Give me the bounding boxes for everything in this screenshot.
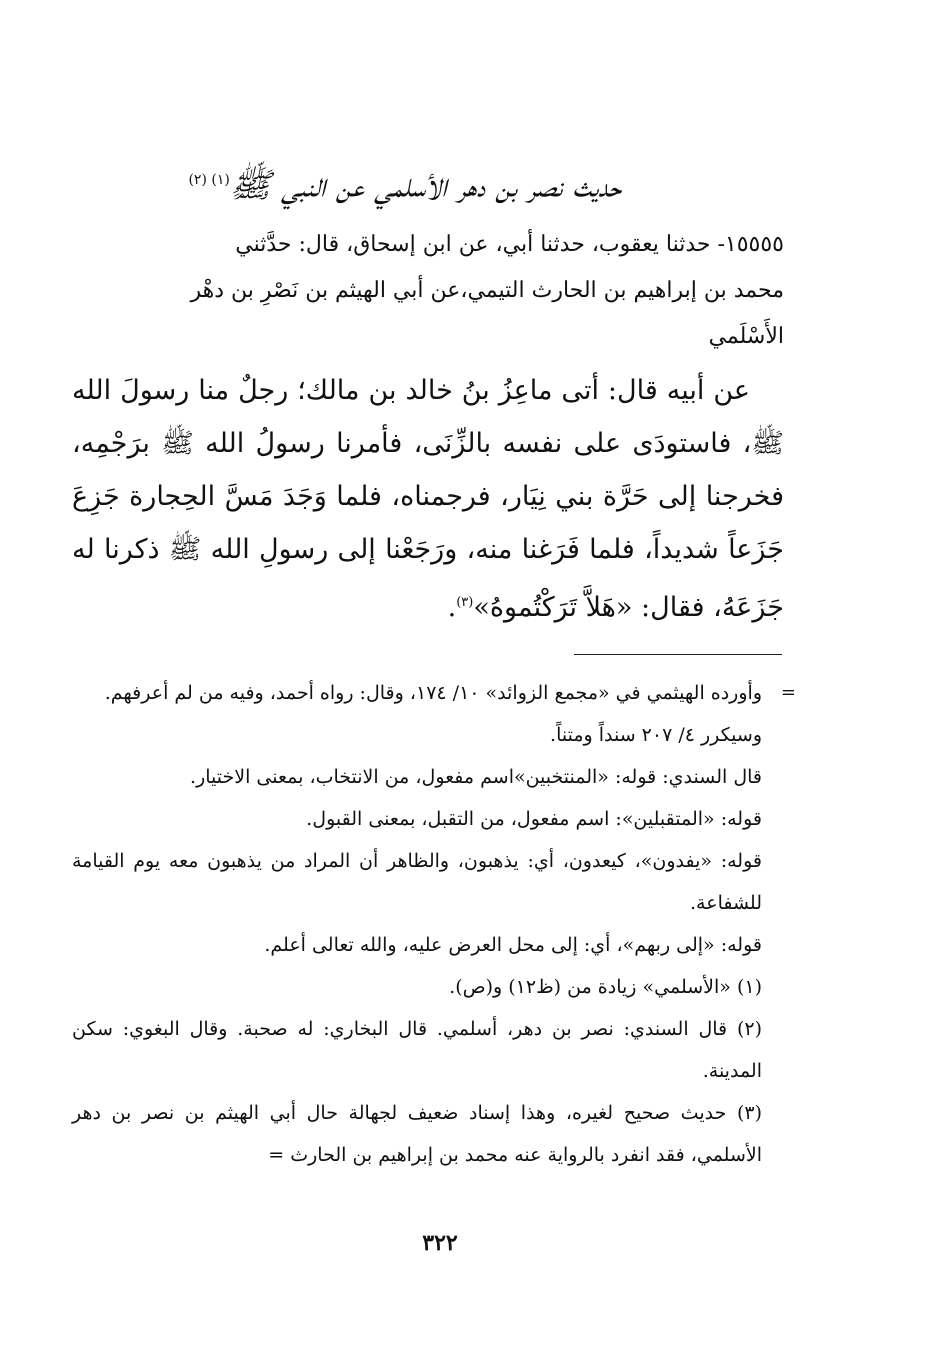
footnotes	[72, 672, 796, 1176]
heading-note-marks: (١) (٢)	[188, 172, 230, 188]
footnote-divider	[574, 654, 782, 655]
matn-note-mark: (٣)	[456, 595, 474, 610]
continuation-mark: =	[780, 682, 796, 703]
hadith-matn	[72, 364, 784, 634]
matn-end: .	[447, 592, 457, 623]
footnote: وأورده الهيثمي في «مجمع الزوائد» ١٠/ ١٧٤، وقال: رواه أحمد، وفيه من لم أعرفهم.	[104, 682, 762, 704]
footnote: (٣) حديث صحيح لغيره، وهذا إسناد ضعيف لجهالة حال أبي الهيثم بن نصر بن دهر الأسلمي، فقد انفرد بالرواية عنه محمد بن إبراهيم بن الحارث =	[72, 1102, 762, 1166]
heading-title: حديث نصر بن دهر الأسلمي عن النبي ﷺ	[229, 165, 622, 206]
isnad-line: محمد بن إبراهيم بن الحارث التيمي،عن أبي الهيثم بن نَصْرِ بن دهْر	[190, 278, 784, 303]
matn-text: عن أبيه قال: أتى ماعِزُ بنُ خالد بن مالك؛ رجلٌ منا رسولَ الله ﷺ، فاستودَى على نفسه بالزِّنَى، فأمرنا رسولُ الله ﷺ برَجْمِه، فخرجنا إلى حَرَّة بني نِيَار، فرجمناه، فلما وَجَدَ مَسَّ الحِجارة جَزِعَ جَزَعاً شديداً، فلما فَرَغنا منه، ورَجَعْنا إلى رسولِ الله ﷺ ذكرنا له جَزَعَهُ، فقال: «هَلاَّ تَرَكْتُموهُ»	[72, 375, 784, 623]
footnote: قوله: «إلى ربهم»، أي: إلى محل العرض عليه، والله تعالى أعلم.	[264, 934, 762, 956]
footnote: وسيكرر ٤/ ٢٠٧ سنداً ومتناً.	[550, 724, 762, 746]
footnote: (١) «الأسلمي» زيادة من (ظ١٢) و(ص).	[449, 976, 762, 998]
page-number: ٣٢٢	[422, 1230, 458, 1256]
isnad-line: ١٥٥٥٥- حدثنا يعقوب، حدثنا أبي، عن ابن إسحاق، قال: حدَّثني	[235, 232, 784, 257]
footnote: قال السندي: قوله: «المنتخبين»اسم مفعول، من الانتخاب، بمعنى الاختيار.	[190, 766, 762, 788]
footnote: (٢) قال السندي: نصر بن دهر، أسلمي. قال البخاري: له صحبة. وقال البغوي: سكن المدينة.	[72, 1018, 763, 1082]
isnad-line: الأَسْلَمي	[708, 324, 784, 349]
hadith-isnad	[78, 222, 784, 360]
footnote: قوله: «المتقبلين»: اسم مفعول، من التقبل، بمعنى القبول.	[306, 808, 762, 830]
section-heading	[150, 150, 660, 210]
footnote: قوله: «يفدون»، كيعدون، أي: يذهبون، والظاهر أن المراد من يذهبون معه يوم القيامة للشفاعة.	[72, 850, 762, 914]
